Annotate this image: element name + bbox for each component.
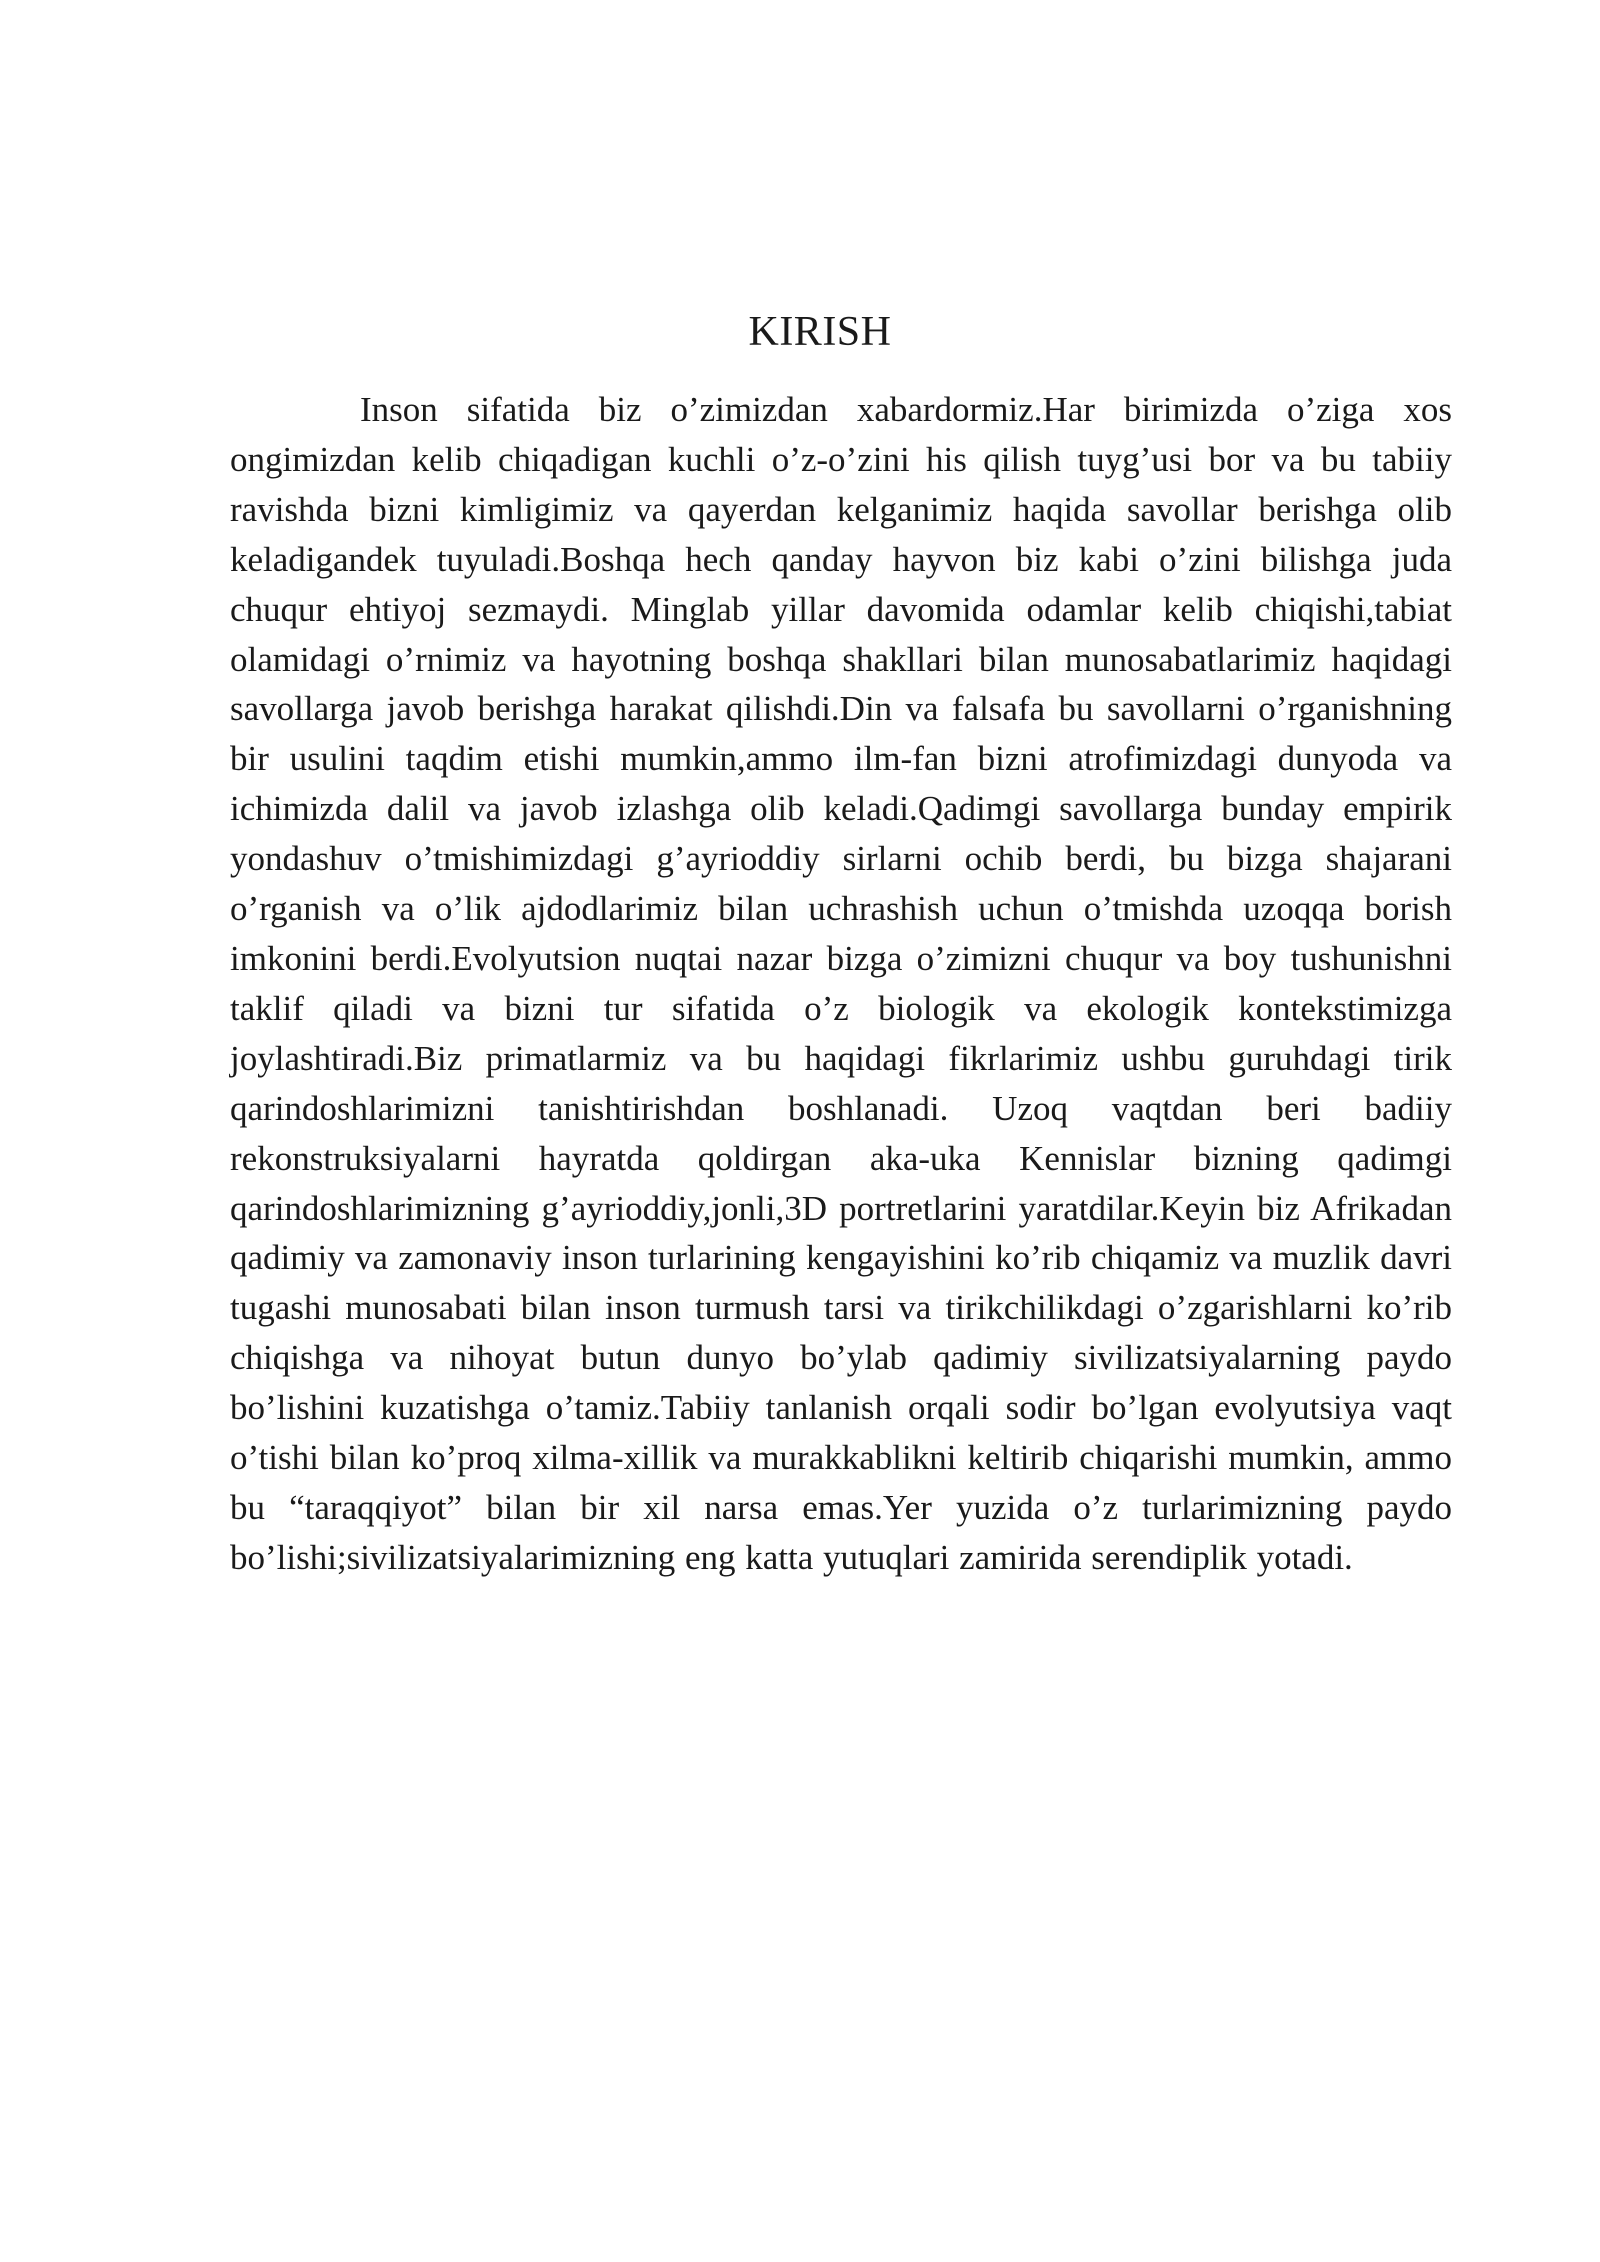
body-paragraph: Inson sifatida biz o’zimizdan xabardormiz.Har birimizda o’ziga xos ongimizdan kelib chiqadigan kuchli o’z-o’zini his qilish tuyg’usi bor va bu tabiiy ravishda bizni kimligimiz va qayerdan kelganimiz haqida savollar berishga olib keladigandek tuyuladi.Boshqa hech qanday hayvon biz kabi o’zini bilishga juda chuqur ehtiyoj sezmaydi. Minglab yillar davomida odamlar kelib chiqishi,tabiat olamidagi o’rnimiz va hayotning boshqa shakllari bilan munosabatlarimiz haqidagi savollarga javob berishga harakat qilishdi.Din va falsafa bu savollarni o’rganishning bir usulini taqdim etishi mumkin,ammo ilm-fan bizni atrofimizdagi dunyoda va ichimizda dalil va javob izlashga olib keladi.Qadimgi savollarga bunday empirik yondashuv o’tmishimizdagi g’ayrioddiy sirlarni ochib berdi, bu bizga shajarani o’rganish va o’lik ajdodlarimiz bilan uchrashish uchun o’tmishda uzoqqa borish imkonini berdi.Evolyutsion nuqtai nazar bizga o’zimizni chuqur va boy tushunishni taklif qiladi va bizni tur sifatida o’z biologik va ekologik kontekstimizga joylashtiradi.Biz primatlarmiz va bu haqidagi fikrlarimiz ushbu guruhdagi tirik qarindoshlarimizni tanishtirishdan boshlanadi. Uzoq vaqtdan beri badiiy rekonstruksiyalarni hayratda qoldirgan aka-uka Kennislar bizning qadimgi qarindoshlarimizning g’ayrioddiy,jonli,3D portretlarini yaratdilar.Keyin biz Afrikadan qadimiy va zamonaviy inson turlarining kengayishini ko’rib chiqamiz va muzlik davri tugashi munosabati bilan inson turmush tarsi va tirikchilikdagi o’zgarishlarni ko’rib chiqishga va nihoyat butun dunyo bo’ylab qadimiy sivilizatsiyalarning paydo bo’lishini kuzatishga o’tamiz.Tabiiy tanlanish orqali sodir bo’lgan evolyutsiya vaqt o’tishi bilan ko’proq xilma-xillik va murakkablikni keltirib chiqarishi mumkin, ammo bu “taraqqiyot” bilan bir xil narsa emas.Yer yuzida o’z turlarimizning paydo bo’lishi;sivilizatsiyalarimizning eng katta yutuqlari zamirida serendiplik yotadi. [230, 390, 1452, 1577]
page-title: KIRISH [748, 309, 892, 355]
